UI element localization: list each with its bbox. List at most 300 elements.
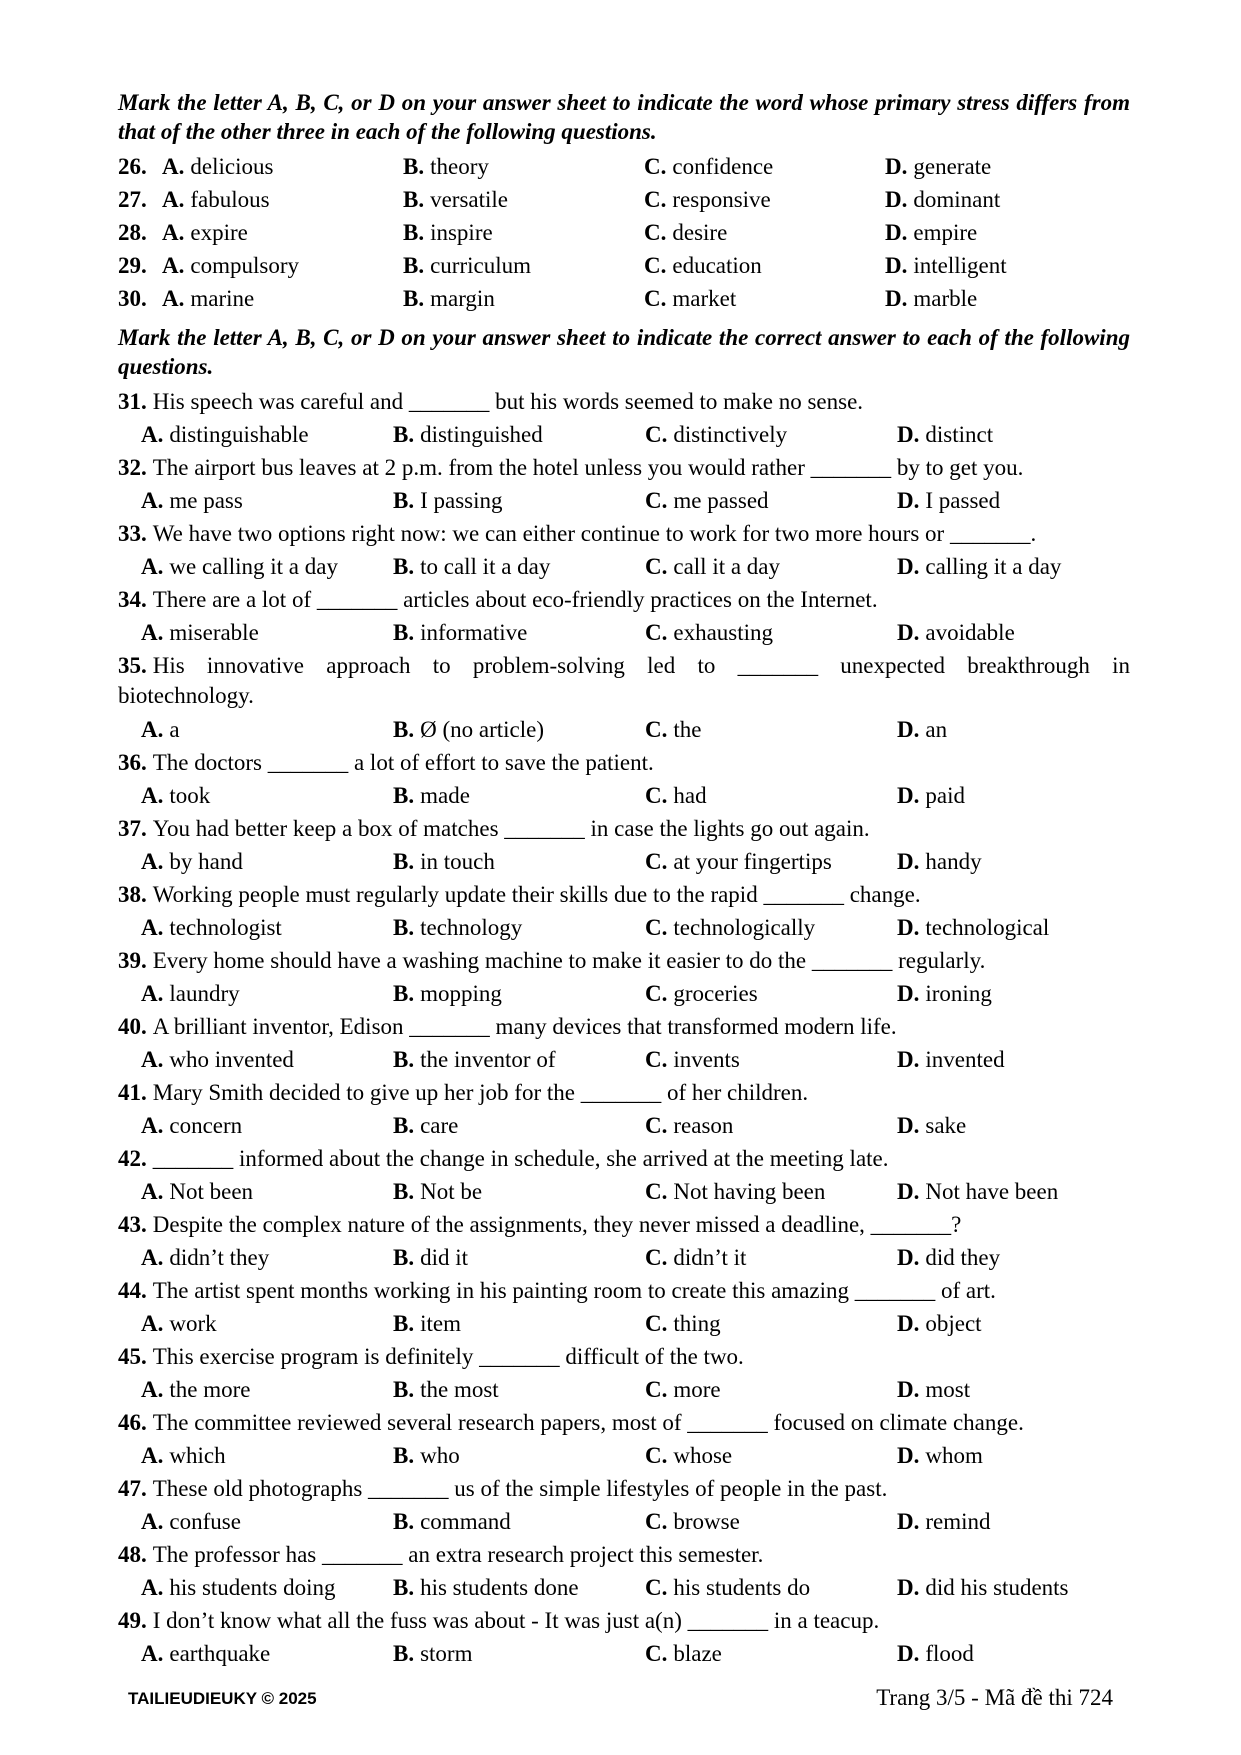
option-b (393, 717, 645, 743)
option-d (897, 1113, 1127, 1139)
option-b (393, 1245, 645, 1271)
question-number: 48. (118, 1541, 147, 1567)
question-number: 28. (118, 219, 147, 245)
option-text: by hand (169, 848, 243, 874)
option-c (645, 1311, 897, 1337)
question-40 (118, 1010, 1130, 1076)
section1-instruction: Mark the letter A, B, C, or D on your answer sheet to indicate the word whose primary stress differs from that of the other three in each of the following questions. (118, 90, 1130, 144)
question-stem (118, 812, 1130, 845)
option-text: earthquake (169, 1640, 271, 1666)
question-text: These old photographs _______ us of the simple lifestyles of people in the past. (152, 1475, 888, 1501)
question-37 (118, 812, 1130, 878)
answer-options (118, 550, 1130, 583)
question-48 (118, 1538, 1130, 1604)
answer-options (118, 1175, 1130, 1208)
option-text: Not have been (925, 1178, 1059, 1204)
option-letter: C. (645, 1112, 668, 1138)
option-letter: C. (645, 1640, 668, 1666)
question-33 (118, 517, 1130, 583)
option-text: technology (420, 914, 523, 940)
option-text: whom (925, 1442, 983, 1468)
option-text: browse (673, 1508, 740, 1534)
option-text: avoidable (925, 619, 1015, 645)
answer-options (118, 1241, 1130, 1274)
option-a: A. expire (162, 219, 248, 245)
answer-options (118, 1109, 1130, 1142)
option-b (393, 554, 645, 580)
answer-options (118, 1571, 1130, 1604)
option-letter: D. (897, 1112, 920, 1138)
option-text: care (420, 1112, 459, 1138)
option-letter: B. (393, 980, 415, 1006)
question-text: _______ informed about the change in schedule, she arrived at the meeting late. (152, 1145, 889, 1171)
option-c: C. market (644, 285, 737, 311)
answer-options (118, 1307, 1130, 1340)
option-d (897, 915, 1127, 941)
option-text: had (673, 782, 707, 808)
option-letter: C. (645, 1310, 668, 1336)
question-number: 43. (118, 1211, 147, 1237)
option-d (897, 488, 1127, 514)
option-letter: D. (897, 1508, 920, 1534)
option-text: concern (169, 1112, 243, 1138)
option-letter: B. (393, 1442, 415, 1468)
question-number: 37. (118, 815, 147, 841)
option-d: D. dominant (885, 186, 1001, 212)
option-text: the most (420, 1376, 499, 1402)
option-letter: C. (645, 553, 668, 579)
question-stem (118, 649, 1130, 713)
option-letter: D. (897, 914, 920, 940)
question-32 (118, 451, 1130, 517)
option-letter: D. (897, 1376, 920, 1402)
question-number: 38. (118, 881, 147, 907)
option-a: A. fabulous (162, 186, 270, 212)
option-letter: C. (645, 1442, 668, 1468)
option-text: me pass (169, 487, 243, 513)
question-34 (118, 583, 1130, 649)
option-text: did it (420, 1244, 469, 1270)
option-text: distinguished (420, 421, 543, 447)
question-text: There are a lot of _______ articles about eco-friendly practices on the Internet. (152, 586, 878, 612)
question-text: The professor has _______ an extra research project this semester. (152, 1541, 764, 1567)
option-d (897, 717, 1127, 743)
option-letter: D. (897, 782, 920, 808)
option-b: B. margin (403, 285, 495, 311)
option-text: handy (925, 848, 982, 874)
answer-options (118, 977, 1130, 1010)
answer-options (118, 713, 1130, 746)
section-grammar-vocabulary (118, 323, 1130, 1670)
option-a (141, 488, 393, 514)
option-text: Not been (169, 1178, 254, 1204)
answer-options (118, 1373, 1130, 1406)
option-d (897, 1047, 1127, 1073)
question-stem (118, 1010, 1130, 1043)
option-c: C. desire (644, 219, 728, 245)
option-c (645, 1377, 897, 1403)
option-text: we calling it a day (169, 553, 338, 579)
option-b (393, 1179, 645, 1205)
option-letter: D. (897, 848, 920, 874)
option-text: blaze (673, 1640, 722, 1666)
option-text: which (169, 1442, 226, 1468)
option-c (645, 422, 897, 448)
option-letter: A. (141, 421, 164, 447)
answer-options (118, 1043, 1130, 1076)
question-stem (118, 1538, 1130, 1571)
option-a (141, 1641, 393, 1667)
question-stem (118, 385, 1130, 418)
option-letter: D. (897, 553, 920, 579)
option-letter: A. (141, 1178, 164, 1204)
question-38 (118, 878, 1130, 944)
answer-options (118, 911, 1130, 944)
option-d (897, 783, 1127, 809)
question-text: The committee reviewed several research papers, most of _______ focused on climate change. (152, 1409, 1024, 1435)
option-letter: D. (897, 1640, 920, 1666)
answer-options (118, 1637, 1130, 1670)
section2-instruction: Mark the letter A, B, C, or D on your answer sheet to indicate the correct answer to each of the following questions. (118, 325, 1130, 379)
option-letter: C. (645, 848, 668, 874)
option-text: took (169, 782, 211, 808)
option-letter: D. (897, 1178, 920, 1204)
question-number: 33. (118, 520, 147, 546)
option-letter: C. (645, 1508, 668, 1534)
option-a (141, 783, 393, 809)
option-d (897, 1311, 1127, 1337)
question-number: 42. (118, 1145, 147, 1171)
option-text: at your fingertips (673, 848, 832, 874)
option-a (141, 422, 393, 448)
option-a (141, 1509, 393, 1535)
option-text: remind (925, 1508, 991, 1534)
option-a: A. compulsory (162, 252, 299, 278)
option-c: C. responsive (644, 186, 771, 212)
option-b: B. theory (403, 153, 489, 179)
option-letter: A. (141, 1310, 164, 1336)
option-text: made (420, 782, 470, 808)
option-letter: B. (393, 1376, 415, 1402)
option-b: B. versatile (403, 186, 508, 212)
option-b (393, 1443, 645, 1469)
option-text: item (420, 1310, 461, 1336)
option-text: a (169, 716, 180, 742)
question-30 (118, 282, 1130, 315)
option-text: command (420, 1508, 511, 1534)
option-b (393, 1641, 645, 1667)
option-c (645, 1179, 897, 1205)
option-text: me passed (673, 487, 769, 513)
option-d (897, 1509, 1127, 1535)
question-number: 34. (118, 586, 147, 612)
option-letter: A. (141, 1376, 164, 1402)
question-number: 30. (118, 285, 147, 311)
option-d (897, 422, 1127, 448)
question-46 (118, 1406, 1130, 1472)
option-letter: D. (897, 1574, 920, 1600)
question-text: We have two options right now: we can either continue to work for two more hours or _______. (152, 520, 1037, 546)
question-number: 39. (118, 947, 147, 973)
option-text: who invented (169, 1046, 294, 1072)
option-letter: B. (393, 782, 415, 808)
option-b (393, 915, 645, 941)
option-text: did his students (925, 1574, 1069, 1600)
question-number: 31. (118, 388, 147, 414)
option-b: B. curriculum (403, 252, 531, 278)
option-d (897, 1443, 1127, 1469)
footer-page-info: Trang 3/5 - Mã đề thi 724 (876, 1685, 1113, 1710)
option-c (645, 488, 897, 514)
option-b (393, 1047, 645, 1073)
question-stem (118, 1076, 1130, 1109)
option-d: D. empire (885, 219, 978, 245)
question-stem (118, 1472, 1130, 1505)
option-letter: B. (393, 1508, 415, 1534)
question-stem (118, 746, 1130, 779)
option-text: distinguishable (169, 421, 309, 447)
option-text: object (925, 1310, 982, 1336)
option-a (141, 1047, 393, 1073)
question-47 (118, 1472, 1130, 1538)
option-text: Ø (no article) (420, 716, 544, 742)
option-a (141, 1311, 393, 1337)
answer-options (118, 1505, 1130, 1538)
option-letter: C. (645, 1376, 668, 1402)
question-35 (118, 649, 1130, 746)
option-letter: B. (393, 421, 415, 447)
option-letter: B. (393, 553, 415, 579)
option-text: exhausting (673, 619, 774, 645)
option-text: invents (673, 1046, 740, 1072)
option-b (393, 488, 645, 514)
question-text: Despite the complex nature of the assignments, they never missed a deadline, _______? (152, 1211, 962, 1237)
question-number: 32. (118, 454, 147, 480)
option-letter: A. (141, 487, 164, 513)
option-text: confuse (169, 1508, 241, 1534)
option-letter: C. (645, 914, 668, 940)
option-text: mopping (420, 980, 502, 1006)
question-stem (118, 451, 1130, 484)
option-c (645, 1113, 897, 1139)
option-b (393, 783, 645, 809)
option-letter: C. (645, 980, 668, 1006)
option-text: miserable (169, 619, 259, 645)
option-letter: B. (393, 914, 415, 940)
option-c (645, 1641, 897, 1667)
answer-options (118, 1439, 1130, 1472)
question-39 (118, 944, 1130, 1010)
option-text: call it a day (673, 553, 781, 579)
question-43 (118, 1208, 1130, 1274)
option-text: an (925, 716, 948, 742)
option-b (393, 1311, 645, 1337)
question-text: Every home should have a washing machine to make it easier to do the _______ regularly. (152, 947, 986, 973)
question-42 (118, 1142, 1130, 1208)
question-49 (118, 1604, 1130, 1670)
option-letter: B. (393, 1178, 415, 1204)
option-a (141, 1377, 393, 1403)
option-b (393, 422, 645, 448)
option-letter: D. (897, 716, 920, 742)
option-letter: A. (141, 980, 164, 1006)
option-letter: A. (141, 1508, 164, 1534)
question-45 (118, 1340, 1130, 1406)
exam-page (118, 88, 1130, 1670)
option-b (393, 1509, 645, 1535)
option-text: to call it a day (420, 553, 551, 579)
question-stem (118, 1142, 1130, 1175)
option-a (141, 981, 393, 1007)
question-number: 49. (118, 1607, 147, 1633)
question-stem (118, 1274, 1130, 1307)
option-text: informative (420, 619, 528, 645)
option-letter: A. (141, 1112, 164, 1138)
option-c (645, 783, 897, 809)
option-text: the (673, 716, 702, 742)
option-letter: D. (897, 1310, 920, 1336)
option-letter: B. (393, 1244, 415, 1270)
option-letter: A. (141, 1442, 164, 1468)
option-d: D. marble (885, 285, 978, 311)
option-text: laundry (169, 980, 240, 1006)
answer-options (118, 779, 1130, 812)
section-stress (118, 88, 1130, 315)
option-b (393, 620, 645, 646)
option-a (141, 1443, 393, 1469)
question-stem (118, 583, 1130, 616)
option-d (897, 620, 1127, 646)
option-d (897, 1575, 1127, 1601)
option-letter: A. (141, 914, 164, 940)
option-text: calling it a day (925, 553, 1062, 579)
question-number: 26. (118, 153, 147, 179)
option-b (393, 849, 645, 875)
question-stem (118, 878, 1130, 911)
option-a (141, 1113, 393, 1139)
option-text: in touch (420, 848, 495, 874)
option-letter: B. (393, 1574, 415, 1600)
question-number: 41. (118, 1079, 147, 1105)
option-letter: D. (897, 421, 920, 447)
option-letter: C. (645, 782, 668, 808)
question-text: The airport bus leaves at 2 p.m. from the hotel unless you would rather _______ by to get you. (152, 454, 1024, 480)
question-36 (118, 746, 1130, 812)
option-a (141, 1575, 393, 1601)
question-stem (118, 517, 1130, 550)
question-text: Mary Smith decided to give up her job for the _______ of her children. (152, 1079, 809, 1105)
option-text: Not be (420, 1178, 483, 1204)
question-number: 47. (118, 1475, 147, 1501)
option-letter: C. (645, 716, 668, 742)
option-a: A. delicious (162, 153, 274, 179)
option-letter: C. (645, 619, 668, 645)
option-letter: A. (141, 782, 164, 808)
option-letter: C. (645, 1046, 668, 1072)
question-stem (118, 944, 1130, 977)
option-text: groceries (673, 980, 758, 1006)
option-d (897, 1641, 1127, 1667)
option-text: didn’t it (673, 1244, 747, 1270)
option-text: flood (925, 1640, 974, 1666)
option-text: who (420, 1442, 460, 1468)
option-letter: C. (645, 1244, 668, 1270)
question-stem (118, 1604, 1130, 1637)
option-a: A. marine (162, 285, 255, 311)
option-letter: D. (897, 619, 920, 645)
option-letter: A. (141, 848, 164, 874)
option-a (141, 1245, 393, 1271)
question-31 (118, 385, 1130, 451)
option-letter: B. (393, 1640, 415, 1666)
question-stem (118, 1208, 1130, 1241)
question-29 (118, 249, 1130, 282)
answer-options (118, 484, 1130, 517)
answer-options (118, 418, 1130, 451)
question-text: The doctors _______ a lot of effort to save the patient. (152, 749, 654, 775)
option-text: technological (925, 914, 1050, 940)
option-d (897, 981, 1127, 1007)
option-c (645, 849, 897, 875)
option-d (897, 1377, 1127, 1403)
question-stem (118, 1340, 1130, 1373)
option-text: didn’t they (169, 1244, 270, 1270)
option-b (393, 1113, 645, 1139)
option-text: the inventor of (420, 1046, 556, 1072)
option-text: Not having been (673, 1178, 826, 1204)
question-41 (118, 1076, 1130, 1142)
option-c: C. confidence (644, 153, 774, 179)
option-c (645, 1443, 897, 1469)
question-text: You had better keep a box of matches _______ in case the lights go out again. (152, 815, 870, 841)
option-text: most (925, 1376, 971, 1402)
question-28 (118, 216, 1130, 249)
option-letter: D. (897, 487, 920, 513)
option-c (645, 981, 897, 1007)
option-letter: B. (393, 619, 415, 645)
option-letter: A. (141, 619, 164, 645)
option-b (393, 1575, 645, 1601)
option-d: D. generate (885, 153, 992, 179)
question-text: This exercise program is definitely _______ difficult of the two. (152, 1343, 744, 1369)
option-a (141, 554, 393, 580)
option-letter: B. (393, 848, 415, 874)
option-c (645, 1509, 897, 1535)
option-c (645, 915, 897, 941)
option-text: thing (673, 1310, 721, 1336)
question-number: 35. (118, 653, 147, 678)
option-text: the more (169, 1376, 251, 1402)
option-c (645, 1047, 897, 1073)
option-b (393, 981, 645, 1007)
option-d: D. intelligent (885, 252, 1007, 278)
option-letter: D. (897, 980, 920, 1006)
option-c (645, 1575, 897, 1601)
option-letter: D. (897, 1046, 920, 1072)
option-a (141, 915, 393, 941)
question-stem (118, 1406, 1130, 1439)
footer-copyright: TAILIEUDIEUKY © 2025 (128, 1689, 317, 1708)
option-text: his students done (420, 1574, 579, 1600)
option-letter: B. (393, 1310, 415, 1336)
question-27 (118, 183, 1130, 216)
question-text: His speech was careful and _______ but his words seemed to make no sense. (152, 388, 864, 414)
option-text: distinctively (673, 421, 788, 447)
option-letter: C. (645, 487, 668, 513)
option-letter: D. (897, 1244, 920, 1270)
option-text: work (169, 1310, 217, 1336)
option-text: ironing (925, 980, 992, 1006)
